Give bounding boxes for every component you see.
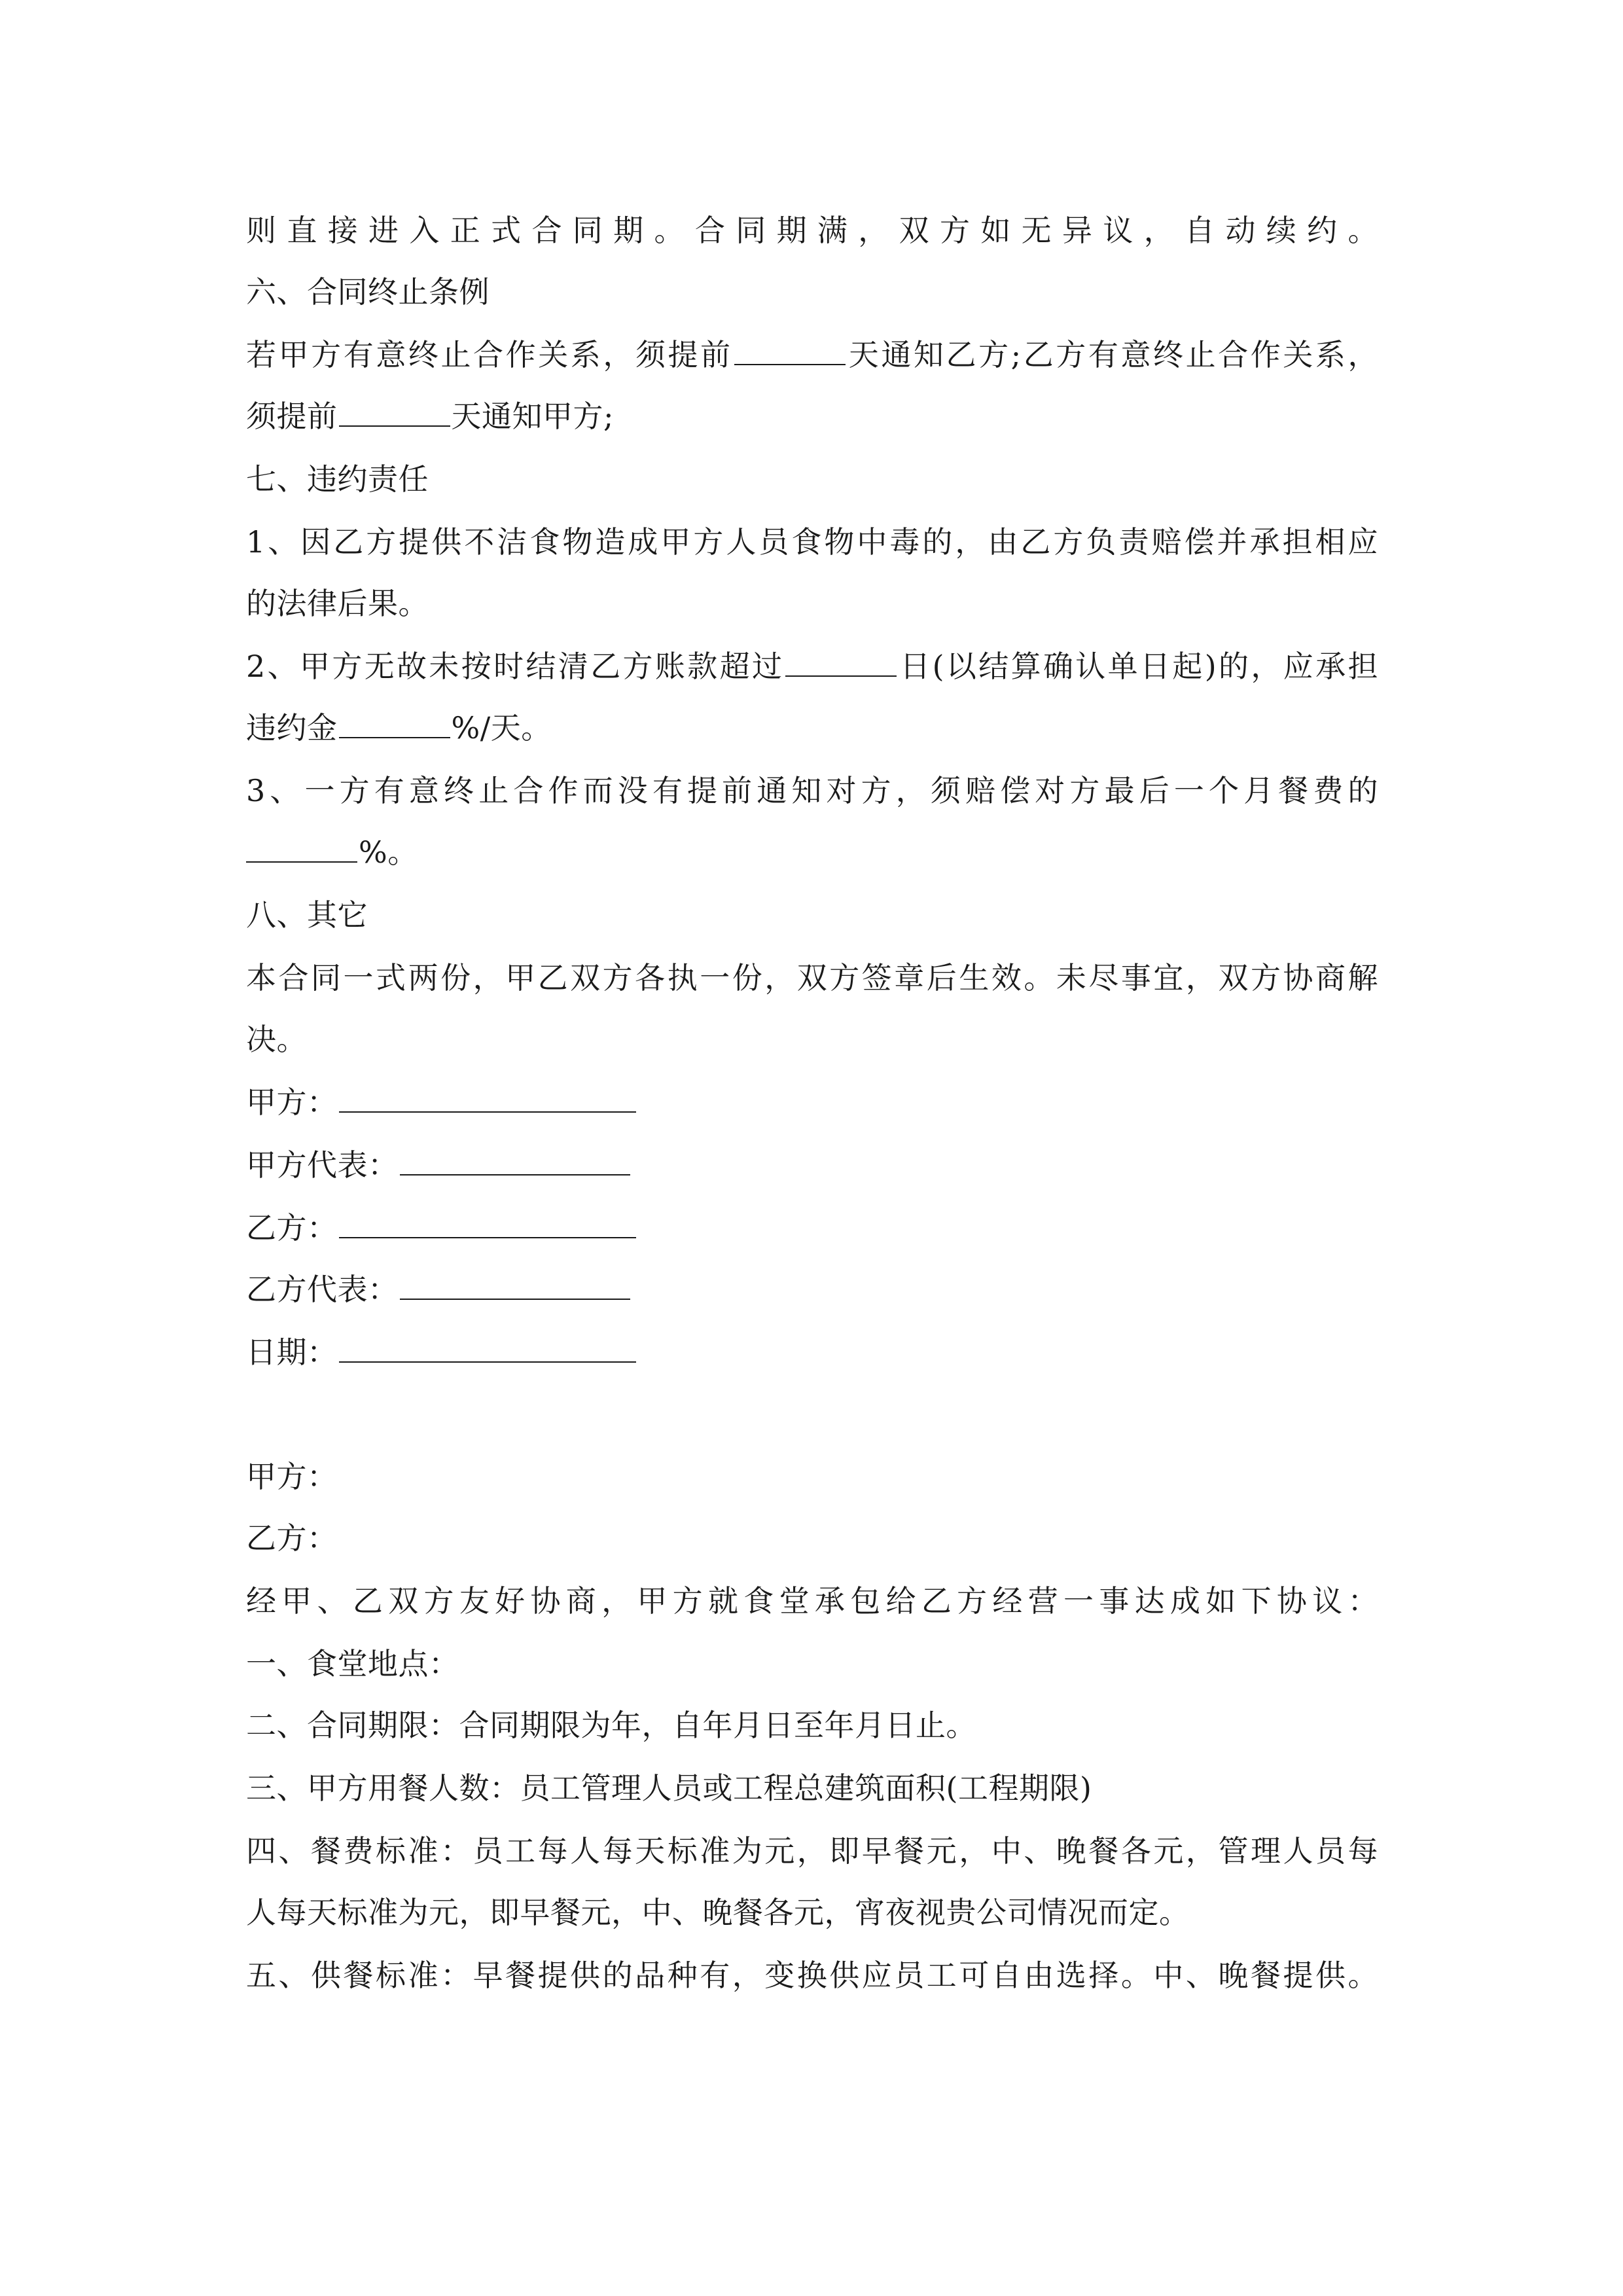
text-line: 1、因乙方提供不洁食物造成甲方人员食物中毒的，由乙方负责赔偿并承担相应: [246, 524, 1378, 560]
termination-clause-line-1: [246, 335, 1378, 374]
text-segment: %。: [359, 834, 418, 870]
section-heading-8: [246, 895, 368, 935]
other-clause-line-2: [246, 1020, 307, 1059]
text-segment: 须提前: [246, 399, 338, 434]
blank-days-party-b[interactable]: [339, 397, 450, 427]
contract2-section-4-line-1: [246, 1831, 1378, 1871]
signature-field-party-b[interactable]: [339, 1208, 636, 1238]
section-heading-6: [246, 272, 490, 312]
contract2-preamble: [246, 1581, 1378, 1621]
liability-item-1-line-1: [246, 522, 1378, 562]
liability-item-2-line-1: [246, 647, 1378, 686]
signature-party-b: [246, 1208, 637, 1247]
contract2-party-a: [246, 1457, 338, 1496]
clause-continuation: [246, 211, 1378, 250]
contract2-section-1: [246, 1644, 459, 1683]
text-line: 3、一方有意终止合作而没有提前通知对方，须赔偿对方最后一个月餐费的: [246, 773, 1378, 808]
blank-compensation-percent[interactable]: [246, 833, 357, 863]
contract2-section-5: [246, 1956, 1378, 1995]
text-line: 决。: [246, 1022, 307, 1057]
signature-label: 乙方：: [246, 1210, 338, 1246]
text-line: 四、餐费标准：员工每人每天标准为元，即早餐元，中、晚餐各元，管理人员每: [246, 1833, 1378, 1869]
text-line: 人每天标准为元，即早餐元，中、晚餐各元，宵夜视贵公司情况而定。: [246, 1895, 1190, 1930]
text-line: 三、甲方用餐人数：员工管理人员或工程总建筑面积(工程期限): [246, 1770, 1092, 1806]
heading-text: 七、违约责任: [246, 461, 429, 497]
text-line: 乙方：: [246, 1520, 338, 1556]
signature-label: 甲方代表：: [246, 1147, 399, 1183]
signature-field-party-b-rep[interactable]: [400, 1270, 630, 1300]
signature-label: 乙方代表：: [246, 1272, 399, 1307]
heading-text: 八、其它: [246, 897, 368, 933]
signature-field-party-a[interactable]: [339, 1083, 636, 1113]
signature-date: [246, 1333, 637, 1372]
signature-label: 甲方：: [246, 1085, 338, 1120]
contract2-section-4-line-2: [246, 1893, 1190, 1932]
text-line: 二、合同期限：合同期限为年，自年月日至年月日止。: [246, 1708, 976, 1743]
signature-field-party-a-rep[interactable]: [400, 1145, 630, 1175]
text-line: 则直接进入正式合同期。合同期满，双方如无异议，自动续约。: [246, 213, 1378, 248]
section-heading-7: [246, 459, 429, 499]
text-line: 经甲、乙双方友好协商，甲方就食堂承包给乙方经营一事达成如下协议：: [246, 1583, 1378, 1619]
other-clause-line-1: [246, 958, 1378, 997]
liability-item-1-line-2: [246, 584, 429, 623]
text-line: 甲方：: [246, 1459, 338, 1494]
signature-party-b-rep: [246, 1270, 632, 1309]
text-segment: 天通知甲方;: [451, 399, 614, 434]
blank-days-party-a[interactable]: [734, 335, 846, 365]
contract2-party-b: [246, 1518, 338, 1558]
text-segment: 若甲方有意终止合作关系，须提前: [246, 337, 733, 372]
text-segment: 天通知乙方;乙方有意终止合作关系，: [846, 337, 1378, 372]
text-segment: %/天。: [451, 710, 552, 745]
signature-label: 日期：: [246, 1335, 338, 1370]
termination-clause-line-2: [246, 397, 614, 436]
text-segment: 日(以结算确认单日起)的，应承担: [898, 649, 1378, 684]
liability-item-3-line-1: [246, 771, 1378, 810]
heading-text: 六、合同终止条例: [246, 274, 490, 310]
text-line: 本合同一式两份，甲乙双方各执一份，双方签章后生效。未尽事宜，双方协商解: [246, 960, 1378, 996]
liability-item-3-line-2: [246, 833, 418, 872]
text-segment: 违约金: [246, 710, 338, 745]
text-segment: 2、甲方无故未按时结清乙方账款超过: [246, 649, 785, 684]
signature-field-date[interactable]: [339, 1333, 636, 1363]
text-line: 五、供餐标准：早餐提供的品种有，变换供应员工可自由选择。中、晚餐提供。: [246, 1958, 1378, 1993]
text-line: 一、食堂地点：: [246, 1646, 459, 1681]
blank-penalty-rate[interactable]: [339, 708, 450, 738]
contract2-section-3: [246, 1768, 1092, 1808]
blank-overdue-days[interactable]: [785, 647, 897, 677]
contract2-section-2: [246, 1706, 976, 1745]
signature-party-a-rep: [246, 1145, 632, 1185]
liability-item-2-line-2: [246, 708, 552, 747]
text-line: 的法律后果。: [246, 586, 429, 621]
signature-party-a: [246, 1083, 637, 1122]
